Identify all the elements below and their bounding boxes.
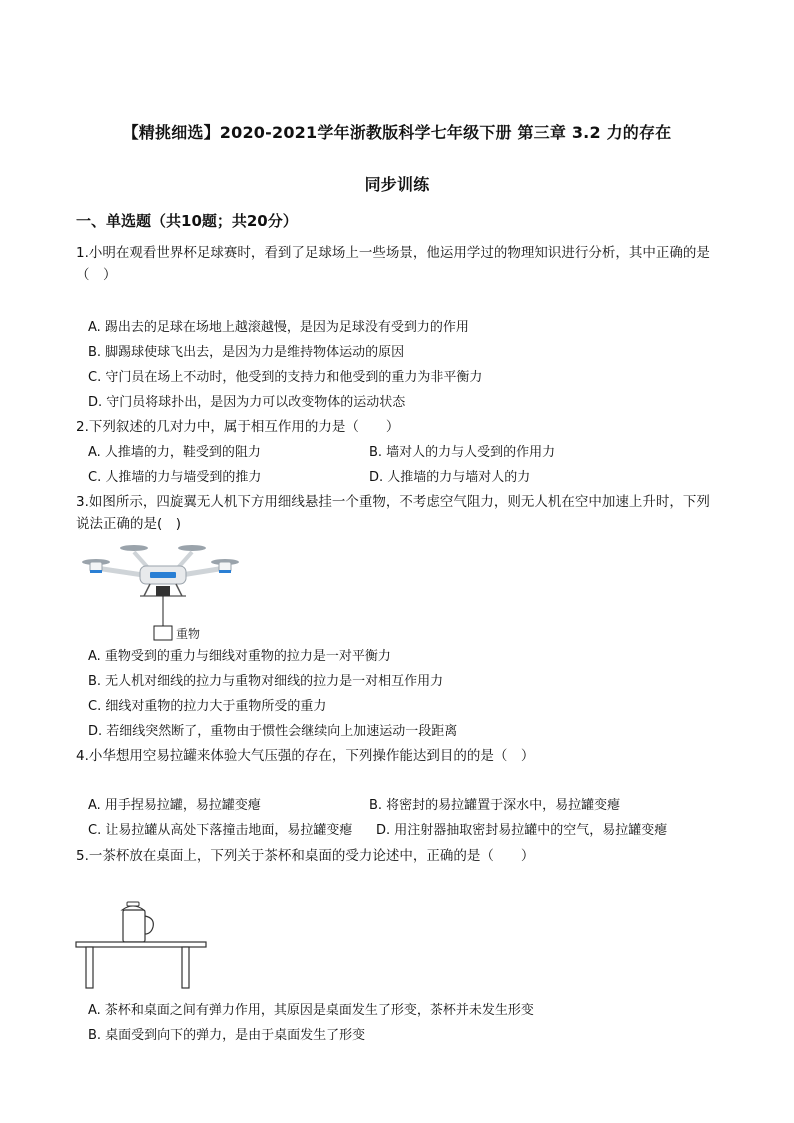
question-2-option-c: C. 人推墙的力与墙受到的推力 [88,470,262,485]
question-5-option-b: B. 桌面受到向下的弹力，是由于桌面发生了形变 [88,1028,366,1043]
weight-block [154,626,172,640]
cup-on-table-figure [74,896,209,992]
question-3-stem: 3.如图所示，四旋翼无人机下方用细线悬挂一个重物，不考虑空气阻力，则无人机在空中加速上升时，下列说法正确的是( ) [76,494,710,532]
table-leg-left [86,947,93,988]
question-4-option-a: A. 用手捏易拉罐，易拉罐变瘪 [88,798,261,813]
weight-label: 重物 [176,627,201,641]
document-title-line2: 同步训练 [364,175,430,194]
cup-handle [145,916,153,934]
table-top [76,942,206,947]
question-3-option-d: D. 若细线突然断了，重物由于惯性会继续向上加速运动一段距离 [88,724,458,739]
question-4-option-c: C. 让易拉罐从高处下落撞击地面，易拉罐变瘪 [88,823,353,838]
question-4-option-d: D. 用注射器抽取密封易拉罐中的空气，易拉罐变瘪 [376,823,668,838]
question-5-option-a: A. 茶杯和桌面之间有弹力作用，其原因是桌面发生了形变，茶杯并未发生形变 [88,1003,534,1018]
tea-cup [123,910,145,942]
question-4-option-b: B. 将密封的易拉罐置于深水中，易拉罐变瘪 [369,798,621,813]
question-2-stem: 2.下列叙述的几对力中，属于相互作用的力是（ ） [76,419,400,435]
propeller-back-left [120,545,148,551]
question-3-option-c: C. 细线对重物的拉力大于重物所受的重力 [88,699,327,714]
question-3-option-a: A. 重物受到的重力与细线对重物的拉力是一对平衡力 [88,649,391,664]
cup-lid-knob [127,902,139,906]
drone-figure [80,540,245,645]
question-1-option-c: C. 守门员在场上不动时，他受到的支持力和他受到的重力为非平衡力 [88,370,483,385]
question-5-stem: 5.一茶杯放在桌面上，下列关于茶杯和桌面的受力论述中，正确的是（ ） [76,848,535,864]
question-2-option-d: D. 人推墙的力与墙对人的力 [369,470,531,485]
question-3-option-b: B. 无人机对细线的拉力与重物对细线的拉力是一对相互作用力 [88,674,444,689]
question-2-option-b: B. 墙对人的力与人受到的作用力 [369,445,556,460]
question-4-stem: 4.小华想用空易拉罐来体验大气压强的存在，下列操作能达到目的的是（ ） [76,748,535,764]
table-leg-right [182,947,189,988]
document-title: 【精挑细选】2020-2021学年浙教版科学七年级下册 第三章 3.2 力的存在 [122,123,672,142]
question-1-option-a: A. 踢出去的足球在场地上越滚越慢，是因为足球没有受到力的作用 [88,320,469,335]
question-2-option-a: A. 人推墙的力，鞋受到的阻力 [88,445,261,460]
section-heading: 一、单选题（共10题；共20分） [76,212,298,230]
question-1-stem: 1.小明在观看世界杯足球赛时，看到了足球场上一些场景，他运用学过的物理知识进行分析，其中正确的是（ ） [76,245,710,283]
question-1-option-d: D. 守门员将球扑出，是因为力可以改变物体的运动状态 [88,395,406,410]
propeller-back-right [178,545,206,551]
question-1-option-b: B. 脚踢球使球飞出去，是因为力是维持物体运动的原因 [88,345,405,360]
